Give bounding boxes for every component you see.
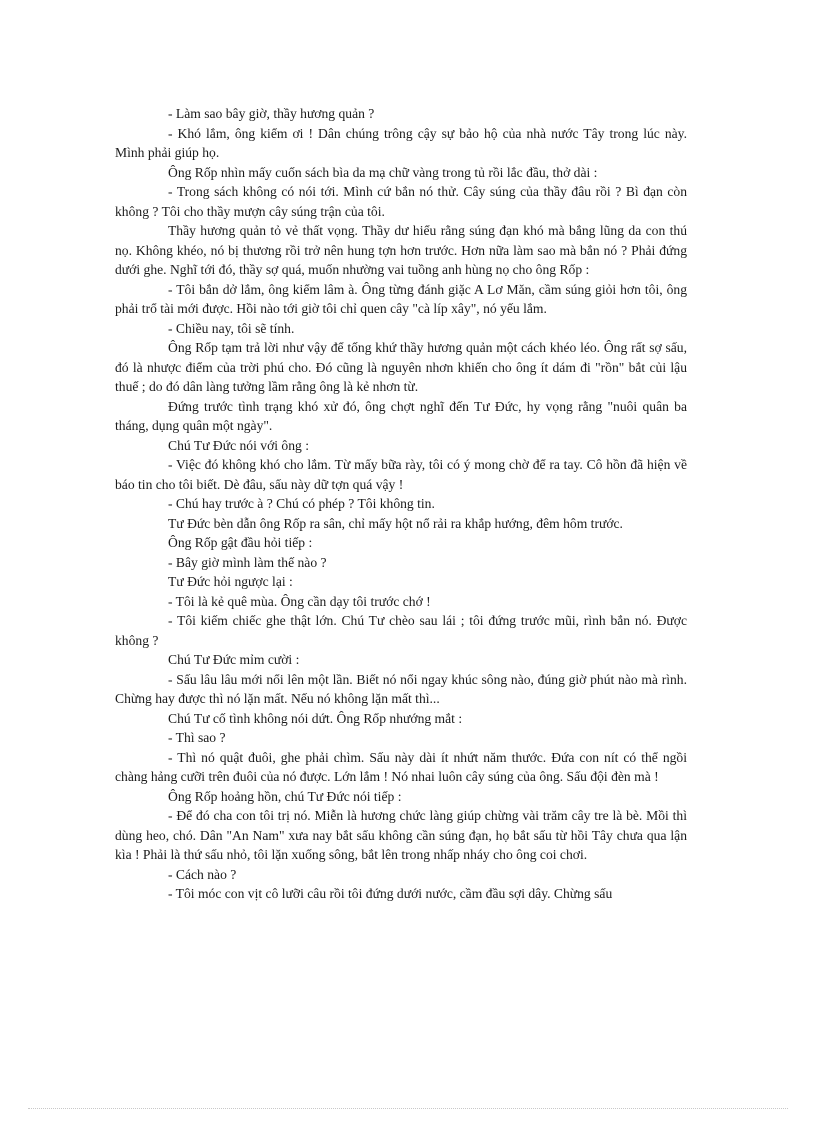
paragraph: - Tôi kiếm chiếc ghe thật lớn. Chú Tư chèo sau lái ; tôi đứng trước mũi, rình bắn nó. Được không ? [115, 613, 687, 648]
paragraph: - Việc đó không khó cho lắm. Từ mấy bữa rày, tôi có ý mong chờ để ra tay. Cô hồn đã hiện về báo tin cho tôi biết. Dè đâu, sấu này dữ tợn quá vậy ! [115, 457, 687, 492]
paragraph: - Thì sao ? [168, 730, 226, 745]
story-text [115, 104, 687, 904]
paragraph: Ông Rốp gật đầu hỏi tiếp : [168, 535, 313, 550]
paragraph: - Chú hay trước à ? Chú có phép ? Tôi không tin. [168, 496, 435, 511]
paragraph: Đứng trước tình trạng khó xử đó, ông chợt nghĩ đến Tư Đức, hy vọng rằng "nuôi quân ba tháng, dụng quân một ngày". [115, 398, 687, 433]
paragraph: Chú Tư Đức nói với ông : [168, 437, 309, 453]
paragraph: - Bây giờ mình làm thế nào ? [168, 554, 327, 570]
paragraph: - Tôi là kẻ quê mùa. Ông cần dạy tôi trước chớ ! [168, 593, 431, 609]
paragraph: - Thì nó quật đuôi, ghe phải chìm. Sấu này dài ít nhứt năm thước. Đứa con nít có thể ngồi chàng hảng cưỡi trên đuôi của nó được. Lớn lắm ! Nó nhai luôn cây súng của ông. Sấu đội đèn mà ! [115, 749, 687, 784]
paragraph: - Tôi bắn dở lắm, ông kiểm lâm à. Ông từng đánh giặc A Lơ Măn, cầm súng giỏi hơn tôi, ông phải trổ tài mới được. Hồi nào tới giờ tôi chỉ quen cây "cà líp xây", nó yếu lắm. [115, 281, 687, 316]
paragraph: - Sấu lâu lâu mới nổi lên một lần. Biết nó nổi ngay khúc sông nào, đúng giờ phút nào mà rình. Chừng hay được thì nó lặn mất. Nếu nó không lặn mất thì... [115, 671, 687, 706]
paragraph: Tư Đức bèn dẫn ông Rốp ra sân, chỉ mấy hột nổ rải ra khắp hướng, đêm hôm trước. [168, 515, 623, 531]
paragraph: - Làm sao bây giờ, thầy hương quản ? [168, 106, 375, 121]
paragraph: - Cách nào ? [168, 866, 237, 882]
paragraph: Ông Rốp nhìn mấy cuốn sách bìa da mạ chữ vàng trong tủ rồi lắc đầu, thở dài : [168, 164, 598, 180]
paragraph: Chú Tư cố tình không nói dứt. Ông Rốp nhướng mắt : [168, 710, 463, 726]
paragraph: - Trong sách không có nói tới. Mình cứ bắn nó thử. Cây súng của thầy đâu rồi ? Bì đạn còn không ? Tôi cho thầy mượn cây súng trận của tôi. [115, 184, 687, 219]
paragraph: Chú Tư Đức mỉm cười : [168, 652, 300, 667]
paragraph: Tư Đức hỏi ngược lại : [168, 574, 293, 589]
paragraph: - Khó lắm, ông kiểm ơi ! Dân chúng trông cậy sự bảo hộ của nhà nước Tây trong lúc này. Mình phải giúp họ. [115, 125, 687, 160]
paragraph: Ông Rốp tạm trả lời như vậy để tống khứ thầy hương quản một cách khéo léo. Ông rất sợ sấu, đó là nhược điểm của trời phú cho. Đó cũng là nguyên nhơn khiến cho ông ít dám đi "rồn" bắt củi lậu thuế ; do đó dân làng tưởng lầm rằng ông là kẻ nhơn từ. [115, 340, 687, 394]
paragraph: - Chiều nay, tôi sẽ tính. [168, 320, 295, 336]
paragraph: Ông Rốp hoảng hồn, chú Tư Đức nói tiếp : [168, 788, 402, 804]
page-bottom-divider [28, 1108, 788, 1109]
paragraph: - Để đó cha con tôi trị nó. Miễn là hương chức làng giúp chừng vài trăm cây tre là bè. Mồi thì dùng heo, chó. Dân "An Nam" xưa nay bắt sấu không cần súng đạn, họ bắt sấu từ hồi Tây chưa qua lận kìa ! Phải là thứ sấu nhỏ, tôi lặn xuống sông, bắt lên trong nhấp nháy cho ông coi chơi. [115, 808, 687, 862]
paragraph: - Tôi móc con vịt cô lưỡi câu rồi tôi đứng dưới nước, cầm đầu sợi dây. Chừng sấu [168, 886, 613, 901]
paragraph: Thầy hương quản tỏ vẻ thất vọng. Thầy dư hiểu rằng súng đạn khó mà bắng lũng da con thú nọ. Không khéo, nó bị thương rồi trở nên hung tợn hơn trước. Hơn nữa làm sao mà bắn nó ? Phải đứng dưới ghe. Nghĩ tới đó, thầy sợ quá, muốn nhường vai tuồng anh hùng nọ cho ông Rốp : [115, 223, 687, 277]
